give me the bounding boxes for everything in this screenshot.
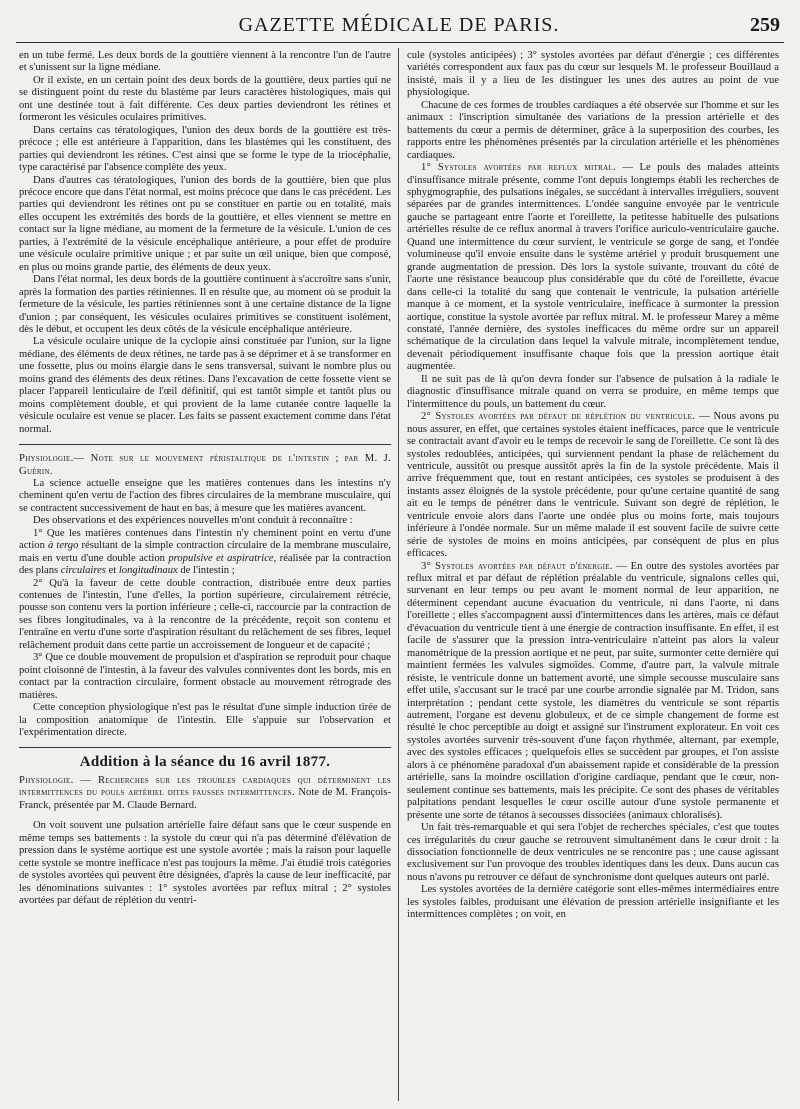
text-run: et [105,565,119,577]
journal-title: GAZETTE MÉDICALE DE PARIS. [238,14,560,36]
paragraph: Il ne suit pas de là qu'on devra fonder sur l'absence de pulsation à la radiale le diagnostic d'insuffisance mitrale quand on verra se produire, en même temps que l'intermittence du pouls, un battement du cœur. [407,373,779,410]
paragraph [19,528,391,578]
italic-run: longitudinaux [118,565,178,577]
addition-heading: Addition à la séance du 16 avril 1877. [79,754,331,771]
italic-run: propulsive et aspiratrice [168,552,274,564]
article-heading [19,775,391,812]
section-label: Physiologie. [19,453,74,465]
text-run: , réalisée par la contraction des plans [19,552,392,577]
article-heading [19,453,391,478]
paragraph: Un fait très-remarquable et qui sera l'objet de recherches spéciales, c'est que toutes ces irrégularités du cœur gauche se retrouvent simultanément dans le cœur droit : la dissociation fonctionnelle de deux ventricules ne se rencontre pas ; une cause agissant exclusivement sur l'un provoque des troubles identiques dans les deux. Dans aucun cas nous n'avons pu retrouver ce défaut de synchronisme dont quelques auteurs ont parlé. [407,822,779,883]
paragraph: Cette conception physiologique n'est pas le résultat d'une simple induction tirée de la composition anatomique de l'intestin. Elle s'appuie sur l'observation et l'expérimentation directe. [19,702,391,739]
paragraph: On voit souvent une pulsation artérielle faire défaut sans que le cœur suspende en même temps ses battements : la systole du cœur qui n'a pas déterminé d'élévation de pression dans le système aortique est une systole avortée ; mais la raison pour laquelle cette systole se montre inefficace n'est pas toujours la même. J'ai étudié trois catégories de systoles avortées qui peuvent être désignées, d'après la cause de leur inefficacité, par les dénominations suivantes : 1° systoles avortées par reflux mitral ; 2° systoles avortées par défaut de réplétion du ventri- [19,820,391,906]
paragraph: 2° Qu'à la faveur de cette double contraction, distribuée entre deux parties contenues de l'intestin, l'une d'elles, la portion supérieure, circulairement rétrécie, pousse son contenu vers la portion inférieure ; celle-ci, raccourcie par la contraction de ses fibres longitudinales, va à la rencontre de la précédente, reçoit son contenu et l'entraîne en vertu d'une sorte d'aspiration résultant du relâchement de ses fibres, lequel relâchement produit dans cette partie un accroissement de longueur et de capacité ; [19,577,391,651]
paragraph: en un tube fermé. Les deux bords de la gouttière viennent à la rencontre l'un de l'autre et s'unissent sur la ligne médiane. [19,50,391,74]
paragraph: La science actuelle enseigne que les matières contenues dans les intestins n'y cheminent qu'en vertu de l'action des fibres circulaires de la membrane musculaire, qui se contractent successivement de haut en bas, à mesure que les matières avancent. [19,477,391,514]
paragraph: Dans certains cas tératologiques, l'union des deux bords de la gouttière est très-précoce ; elle est antérieure à l'apparition, dans les blastèmes qui les constituent, des parties qui deviendront les rétines. C'est ainsi que se forme le type de la triocéphalie, type caractérisé par l'absence complète des yeux. [19,124,391,174]
text-run: — Nous avons pu nous assurer, en effet, que certaines systoles étaient inefficaces, parce que le ventricule se contractait avant d'avoir eu le temps de recevoir le sang de l'oreillette. Ce sont là des systoles redoublées, anticipées, qui surviennent pendant la phase de relâchement du ventricule, aussitôt ou presque aussitôt après la fin de la systole précédente. Mais il arrive fréquemment que, tout en restant anticipées, ces systoles se produisent à des instants assez éloignés de la systole précédente, pour qu'une certaine quantité de sang ait eu le temps de pénétrer dans le ventricule. Suivant son degré de réplétion, le ventricule envoie alors dans l'aorte une ondée plus ou moins forte, mais toujours inférieure à l'ondée normale. Sur un même malade il est souvent facile de suivre cette série de systoles de moins en moins anticipées, par conséquent de plus en plus efficaces. [407,411,779,560]
article-title: — Note sur le mouvement péristaltique de l'intestin ; [73,453,339,465]
section-label: Physiologie. [19,774,74,786]
paragraph: Dans d'autres cas tératologiques, l'union des bords de la gouttière, bien que plus précoce encore que dans l'état normal, est moins précoce que dans le cas précédent. Les parties qui deviendront les rétines ont pu se constituer en partie ou en totalité, mais elles occupent les extrémités des bords de la gouttière, et elles viennent se mettre en contact sur la ligne médiane, au moment de la fermeture de la vésicule. L'union de ces parties, à l'extrémité de la vésicule encéphalique antérieure, a pour effet de produire une vésicule oculaire primitive unique ; et par suite un œil unique, bien que composé, en plus ou moins grande partie, des éléments de deux yeux. [19,174,391,273]
column-divider [398,48,399,1101]
article-title: — Recherches sur les troubles cardiaques qui déterminent les intermittences du pouls artériel dites fausses intermittences. [19,774,391,799]
subsection-heading: 3° Systoles avortées par défaut d'énergie. [421,560,613,572]
left-column [19,50,391,907]
running-header [18,14,780,38]
paragraph [407,561,779,823]
paragraph: Des observations et des expériences nouvelles m'ont conduit à reconnaître : [33,515,353,527]
paragraph: Chacune de ces formes de troubles cardiaques a été observée sur l'homme et sur les animaux : l'inscription simultanée des variations de la pression artérielle et des battements du cœur a permis de déterminer, grâce à la superposition des courbes, les rapports entre les phénomènes présentés par la circulation artérielle et les phénomènes cardiaques. [407,99,779,161]
text-run: de l'intestin ; [177,565,235,577]
spacer [19,812,391,820]
text-run: résultant de la simple contraction circulaire de la membrane musculaire, mais en vertu d'une double action [19,540,391,564]
paragraph: Or il existe, en un certain point des deux bords de la gouttière, deux parties qui ne se distinguent point du reste du blastème par leurs caractères histologiques, mais qui ont une destinée tout à fait différente. Ces deux parties deviendront les rétines et formeront les vésicules oculaires primitives. [19,74,391,124]
page-number: 259 [750,14,780,36]
paragraph [407,162,779,374]
article-note: Note de M. François-Franck, présentée par M. Claude Bernard. [19,787,391,811]
paragraph: La vésicule oculaire unique de la cyclopie ainsi constituée par l'union, sur la ligne médiane, des éléments de deux rétines, ne tarde pas à se déprimer et à se transformer en une fossette, plus ou moins élargie dans le sens transversal, suivant le nombre plus ou moins grand des éléments des deux rétines. Dans l'excavation de cette fossette vient se placer l'appareil lenticulaire de l'œil définitif, qui est tantôt simple et tantôt plus ou moins complètement double, et qui provient de la lame cutanée contre laquelle la vésicule oculaire est venue se placer. Les faits se passent exactement comme dans l'état normal. [19,336,391,435]
section-rule [19,747,391,748]
paragraph: Les systoles avortées de la dernière catégorie sont elles-mêmes intermédiaires entre les systoles faibles, produisant une élévation de pression artérielle insignifiante et les intermittences complètes ; on voit, en [407,884,779,921]
paragraph: Dans l'état normal, les deux bords de la gouttière continuent à s'accroître sans s'unir, après la formation des parties rétiniennes. Il en résulte que, au moment où se produit la fermeture de la vésicule, les parties rétiniennes sont à une certaine distance de la ligne d'union ; par conséquent, les vésicules oculaires primitives se constituent isolément, dès le début, et occupent les deux côtés de la vésicule encéphalique antérieure. [19,274,391,335]
text-run: — En outre des systoles avortées par reflux mitral et par défaut de réplétion préalable du ventricule, signalons celles qui, survenant en leur temps ou peu avant le moment normal de leur apparition, ne déterminent cependant aucune évacuation du ventricule, ni dans l'aorte, ni dans l'oreillette ; elles s'accompagnent aussi d'intermittences dans les artères, mais ce défaut d'évacuation du ventricule tient à une énergie de contraction insuffisante. En effet, il est facile de s'assurer que la pression intra-ventriculaire n'atteint pas alors la valeur manométrique de la pression aortique et ne peut, par suite, surmonter cette dernière qui maintient fermées les valvules sigmoïdes. Comme, d'autre part, la valvule mitrale résiste, le ventricule donne un battement avorté, une simple secousse musculaire sans effet utile, s'accusant sur le tracé par une courbe arrondie signalée par M. Tridon, sans interprétation ; pendant cette systole, les diamètres du ventricule se sont répartis autrement, l'organe est devenu globuleux, et de ce simple changement de forme est résulté le choc perceptible au doigt et assigné sur l'instrument explorateur. En voit ces systoles avortées survenir très-souvent d'une façon rhythmée, alternant, par exemple, avec des systoles efficaces ; quelquefois elles se succèdent par groupes, et l'on assiste alors à ce phénomène paradoxal d'un abaissement rapide et considérable de la pression artérielle, sans la moindre oscillation d'origine cardiaque, pendant que le cœur, non-seulement continue ses battements, mais les précipite. Ce sont des phases de véritables palpitations pendant lesquelles le cœur oscille autour d'une systole permanente et présente une sorte de tétanos à secousses dissociées (animaux chloralisés). [407,560,779,821]
text-run: — Le pouls des malades atteints d'insuffisance mitrale présente, comme l'ont depuis longtemps établi les recherches de sphygmographie, des pulsations inégales, se succédant à intervalles irréguliers, souvent séparées par de grandes intermittences. L'ondée sanguine envoyée par le ventricule gauche se partageant entre l'aorte et l'oreillette, la petitesse habituelle des pulsations artérielles résulte de ce reflux anormal à travers l'orifice auriculo-ventriculaire gauche. Quand une intermittence du cœur survient, le ventricule se gorge de sang, et l'ondée volumineuse qu'il envoie ensuite dans le système artériel y produit brusquement une grande augmentation de pression. Dès lors la systole suivante, trouvant du côté de l'aorte une résistance beaucoup plus considérable que du côté de l'oreillette, évacue dans celle-ci la totalité du sang que contenait le ventricule, la pulsation artérielle manque à ce moment, et la systole ventriculaire, inefficace à surmonter la pression aortique, constitue la systole avortée par reflux mitral. M. le professeur Marey a même constaté, l'année dernière, des systoles inefficaces du même ordre sur un appareil schématique de la circulation dans lequel la valvule mitrale, incomplètement tendue, devenait périodiquement insuffisante chaque fois que la pression aortique était augmentée. [407,162,779,373]
paragraph [407,411,779,560]
text-run: 1° Que les matières contenues dans l'intestin n'y cheminent point en vertu d'une action [19,527,391,552]
subsection-heading: 1° Systoles avortées par reflux mitral. [421,162,616,174]
section-rule [19,444,391,445]
header-rule [16,42,784,43]
paragraph: 3° Que ce double mouvement de propulsion et d'aspiration se reproduit pour chaque point cloisonné de l'intestin, à la faveur des valvules conniventes dont les bords, mis en contact par la contraction circulaire, forment obstacle au mouvement rétrograde des matières. [19,652,391,701]
italic-run: à tergo [48,540,79,552]
article-author: par M. J. Guérin. [19,453,391,477]
italic-run: circulaires [60,565,106,577]
subsection-heading: 2° Systoles avortées par défaut de réplétion du ventricule. [421,411,696,423]
paragraph: cule (systoles anticipées) ; 3° systoles avortées par défaut d'énergie ; ces différentes variétés correspondent aux faux pas du cœur sur lesquels M. le professeur Bouillaud a insisté, mais il y a lieu de les distinguer les unes des autres au point de vue physiologique. [407,50,779,99]
right-column [407,50,779,922]
